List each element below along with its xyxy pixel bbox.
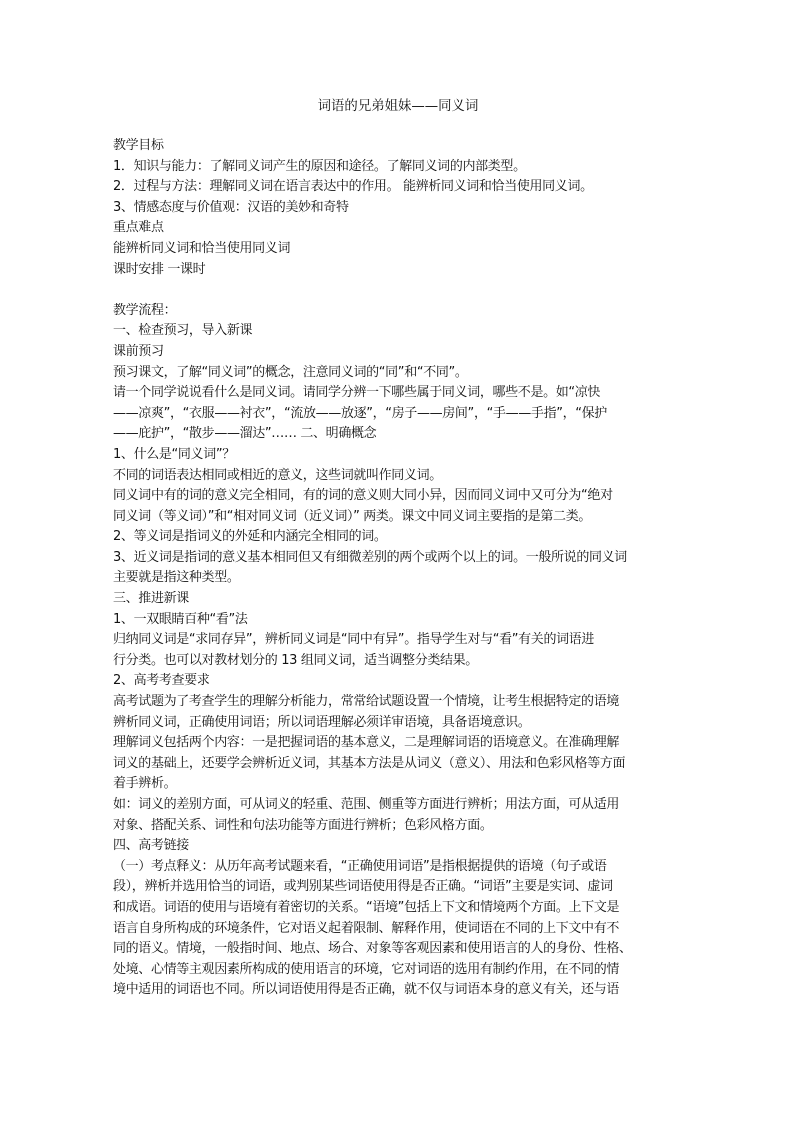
text-line: 行分类。也可以对教材划分的 13 组同义词，适当调整分类结果。: [113, 652, 478, 668]
document-body: [113, 136, 683, 1001]
text-line: 归纳同义词是“求同存异”，辨析同义词是“同中有异”。指导学生对与“看”有关的词语进: [113, 632, 595, 648]
text-line: 1、一双眼睛百种“看”法: [113, 611, 248, 627]
text-line: 三、推进新课: [113, 591, 189, 607]
document-title: 词语的兄弟姐妹——同义词: [317, 99, 479, 114]
text-line: 辨析同义词，正确使用词语；所以词语理解必须详审语境，具备语境意识。: [113, 714, 531, 730]
text-line: 请一个同学说说看什么是同义词。请同学分辨一下哪些属于同义词，哪些不是。如“凉快: [113, 385, 601, 401]
text-line: 高考试题为了考查学生的理解分析能力，常常给试题设置一个情境，让考生根据特定的语境: [113, 694, 620, 710]
text-line: 2、高考考查要求: [113, 673, 210, 689]
text-line: 不同的词语表达相同或相近的意义，这些词就叫作同义词。: [113, 467, 442, 483]
text-line: 主要就是指这种类型。: [113, 570, 240, 586]
text-line: 3、情感态度与价值观：汉语的美妙和奇特: [113, 199, 349, 215]
text-line: 能辨析同义词和恰当使用同义词: [113, 240, 291, 256]
text-line: 3、近义词是指词的意义基本相同但又有细微差别的两个或两个以上的词。一般所说的同义词: [113, 549, 627, 565]
text-line: 重点难点: [113, 220, 164, 236]
text-line: 1．知识与能力：了解同义词产生的原因和途径。了解同义词的内部类型。: [113, 158, 526, 174]
text-line: 词义的基础上，还要学会辨析近义词，其基本方法是从词义（意义）、用法和色彩风格等方面: [113, 755, 626, 771]
text-line: 理解词义包括两个内容：一是把握词语的基本意义，二是理解词语的语境意义。在准确理解: [113, 735, 620, 751]
text-line: 对象、搭配关系、词性和句法功能等方面进行辨析；色彩风格方面。: [113, 817, 493, 833]
text-line: 四、高考链接: [113, 838, 189, 854]
text-line: 处境、心情等主观因素所构成的使用语言的环境，它对词语的选用有制约作用，在不同的情: [113, 961, 620, 977]
text-line: 课前预习: [113, 343, 164, 359]
text-line: 语言自身所构成的环境条件，它对语义起着限制、解释作用，使词语在不同的上下文中有不: [113, 920, 620, 936]
text-line: 同义词（等义词）”和“相对同义词（近义词）” 两类。课文中同义词主要指的是第二类。: [113, 508, 591, 524]
text-line: ——凉爽”，“衣服——衬衣”，“流放——放逐”，“房子——房间”，“手——手指”，“保护: [113, 405, 607, 421]
text-line: 如：词义的差别方面，可从词义的轻重、范围、侧重等方面进行辨析；用法方面，可从适用: [113, 797, 620, 812]
text-line: 2、等义词是指词义的外延和内涵完全相同的词。: [113, 529, 387, 545]
text-line: 1、什么是“同义词”？: [113, 446, 235, 462]
text-line: 境中适用的词语也不同。所以词语使用得是否正确，就不仅与词语本身的意义有关，还与语: [113, 982, 620, 998]
text-line: 一、检查预习，导入新课: [113, 323, 253, 339]
text-line: 段），辨析并选用恰当的词语，或判别某些词语使用得是否正确。“词语”主要是实词、虚词: [113, 879, 613, 895]
text-line: 同的语义。情境，一般指时间、地点、场合、对象等客观因素和使用语言的人的身份、性格、: [113, 941, 632, 957]
text-line: ——庇护”，“散步——溜达”…… 二、明确概念: [113, 426, 377, 442]
document-page: [113, 96, 683, 1001]
blank-line: [113, 280, 683, 301]
text-line: 课时安排 一课时: [113, 261, 206, 277]
text-line: 2．过程与方法：理解同义词在语言表达中的作用。 能辨析同义词和恰当使用同义词。: [113, 179, 593, 195]
text-line: （一）考点释义：从历年高考试题来看，“正确使用词语”是指根据提供的语境（句子或语: [113, 858, 607, 874]
text-line: 同义词中有的词的意义完全相同，有的词的意义则大同小异，因而同义词中又可分为“绝对: [113, 488, 613, 504]
text-line: 和成语。词语的使用与语境有着密切的关系。“语境”包括上下文和情境两个方面。上下文是: [113, 899, 620, 915]
text-line: 教学流程：: [113, 302, 177, 318]
text-line: 预习课文，了解“同义词”的概念，注意同义词的“同”和“不同”。: [113, 364, 468, 380]
text-line: 着手辨析。: [113, 776, 177, 792]
text-line: 教学目标: [113, 138, 164, 153]
